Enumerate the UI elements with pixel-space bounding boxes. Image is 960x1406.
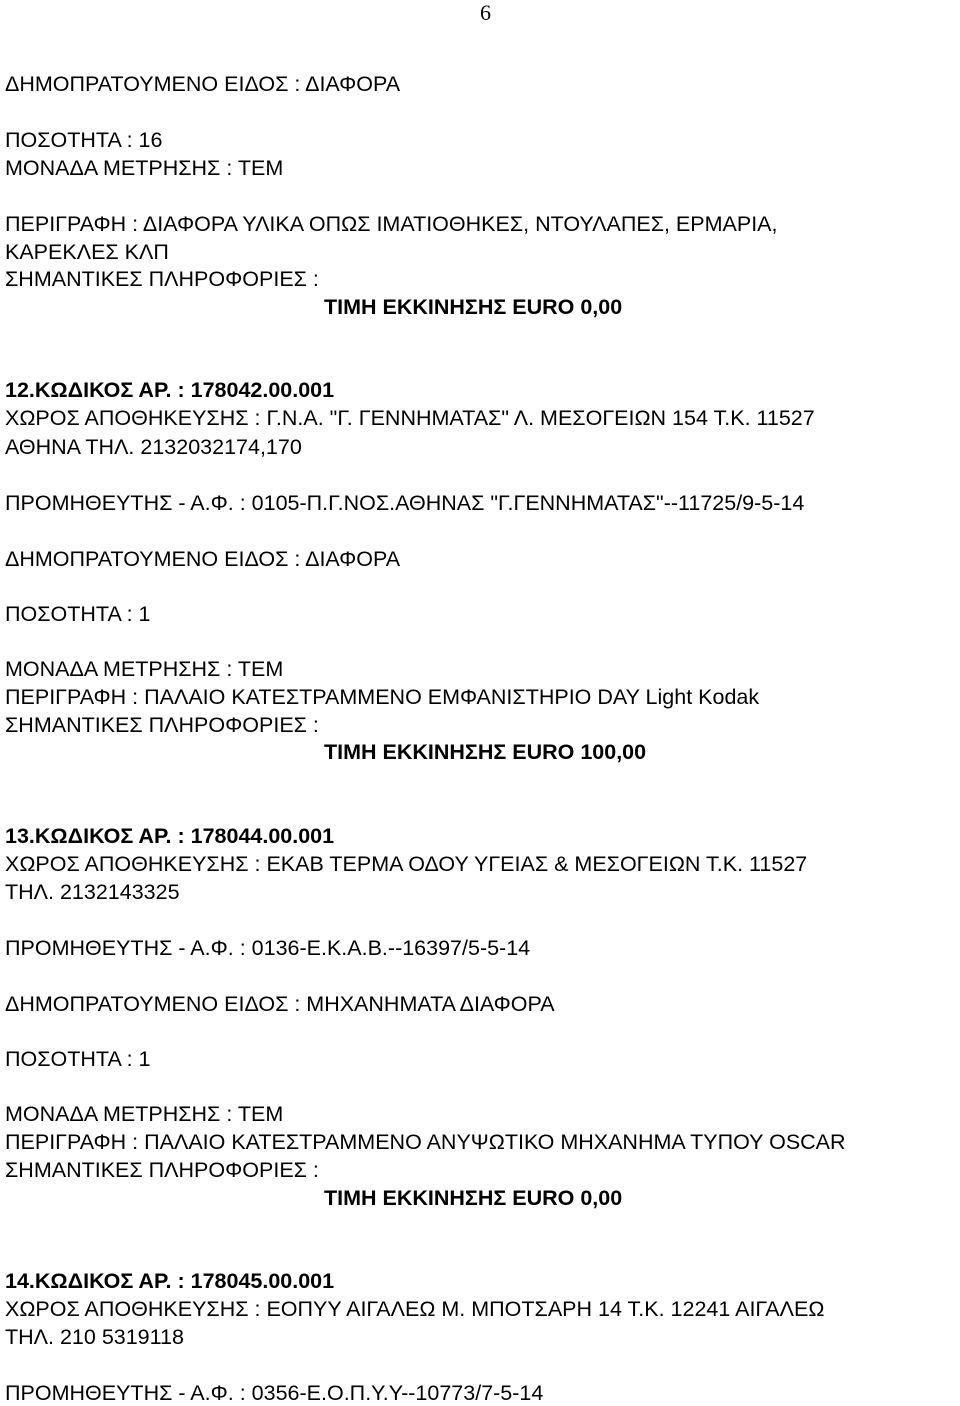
- first-item-price: ΤΙΜΗ ΕΚΚΙΝΗΣΗΣ EURO 0,00: [324, 295, 623, 319]
- item-13-supplier: ΠΡΟΜΗΘΕΥΤΗΣ - Α.Φ. : 0136-Ε.Κ.Α.Β.--16397/5-5-14: [5, 936, 531, 960]
- item-12-price: ΤΙΜΗ ΕΚΚΙΝΗΣΗΣ EURO 100,00: [324, 740, 647, 764]
- item-13-info: ΣΗΜΑΝΤΙΚΕΣ ΠΛΗΡΟΦΟΡΙΕΣ :: [5, 1158, 319, 1182]
- item-13-code: 13.ΚΩΔΙΚΟΣ ΑΡ. : 178044.00.001: [5, 824, 335, 848]
- first-item-info: ΣΗΜΑΝΤΙΚΕΣ ΠΛΗΡΟΦΟΡΙΕΣ :: [5, 267, 319, 291]
- item-14-supplier: ΠΡΟΜΗΘΕΥΤΗΣ - Α.Φ. : 0356-Ε.Ο.Π.Υ.Υ--10773/7-5-14: [5, 1381, 544, 1405]
- item-12-unit: ΜΟΝΑΔΑ ΜΕΤΡΗΣΗΣ : ΤΕΜ: [5, 657, 284, 681]
- item-14-code: 14.ΚΩΔΙΚΟΣ ΑΡ. : 178045.00.001: [5, 1269, 335, 1293]
- item-12-code: 12.ΚΩΔΙΚΟΣ ΑΡ. : 178042.00.001: [5, 378, 335, 402]
- item-12-quantity: ΠΟΣΟΤΗΤΑ : 1: [5, 602, 151, 626]
- first-item-description-1: ΠΕΡΙΓΡΑΦΗ : ΔΙΑΦΟΡΑ ΥΛΙΚΑ ΟΠΩΣ ΙΜΑΤΙΟΘΗΚΕΣ, ΝΤΟΥΛΑΠΕΣ, ΕΡΜΑΡΙΑ,: [5, 212, 778, 236]
- item-13-quantity: ΠΟΣΟΤΗΤΑ : 1: [5, 1047, 151, 1071]
- item-13-price: ΤΙΜΗ ΕΚΚΙΝΗΣΗΣ EURO 0,00: [324, 1186, 623, 1210]
- item-13-storage-2: ΤΗΛ. 2132143325: [5, 880, 180, 904]
- item-13-unit: ΜΟΝΑΔΑ ΜΕΤΡΗΣΗΣ : ΤΕΜ: [5, 1102, 284, 1126]
- page-number: 6: [480, 0, 491, 25]
- item-12-info: ΣΗΜΑΝΤΙΚΕΣ ΠΛΗΡΟΦΟΡΙΕΣ :: [5, 713, 319, 737]
- item-13-description: ΠΕΡΙΓΡΑΦΗ : ΠΑΛΑΙΟ ΚΑΤΕΣΤΡΑΜΜΕΝΟ ΑΝΥΨΩΤΙΚΟ ΜΗΧΑΝΗΜΑ ΤΥΠΟΥ OSCAR: [5, 1130, 846, 1154]
- item-12-supplier: ΠΡΟΜΗΘΕΥΤΗΣ - Α.Φ. : 0105-Π.Γ.ΝΟΣ.ΑΘΗΝΑΣ "Γ.ΓΕΝΝΗΜΑΤΑΣ"--11725/9-5-14: [5, 491, 805, 515]
- first-item-quantity: ΠΟΣΟΤΗΤΑ : 16: [5, 128, 163, 152]
- item-13-type: ΔΗΜΟΠΡΑΤΟΥΜΕΝΟ ΕΙΔΟΣ : ΜΗΧΑΝΗΜΑΤΑ ΔΙΑΦΟΡΑ: [5, 992, 555, 1016]
- item-12-storage-2: ΑΘΗΝΑ ΤΗΛ. 2132032174,170: [5, 435, 302, 459]
- item-12-description: ΠΕΡΙΓΡΑΦΗ : ΠΑΛΑΙΟ ΚΑΤΕΣΤΡΑΜΜΕΝΟ ΕΜΦΑΝΙΣΤΗΡΙΟ DAY Light Kodak: [5, 685, 760, 709]
- first-item-type: ΔΗΜΟΠΡΑΤΟΥΜΕΝΟ ΕΙΔΟΣ : ΔΙΑΦΟΡΑ: [5, 72, 401, 96]
- item-14-storage-1: ΧΩΡΟΣ ΑΠΟΘΗΚΕΥΣΗΣ : ΕΟΠΥΥ ΑΙΓΑΛΕΩ Μ. ΜΠΟΤΣΑΡΗ 14 Τ.Κ. 12241 ΑΙΓΑΛΕΩ: [5, 1297, 825, 1321]
- first-item-unit: ΜΟΝΑΔΑ ΜΕΤΡΗΣΗΣ : ΤΕΜ: [5, 156, 284, 180]
- item-12-storage-1: ΧΩΡΟΣ ΑΠΟΘΗΚΕΥΣΗΣ : Γ.Ν.Α. "Γ. ΓΕΝΝΗΜΑΤΑΣ" Λ. ΜΕΣΟΓΕΙΩΝ 154 Τ.Κ. 11527: [5, 406, 815, 430]
- first-item-description-2: ΚΑΡΕΚΛΕΣ ΚΛΠ: [5, 240, 169, 264]
- item-12-type: ΔΗΜΟΠΡΑΤΟΥΜΕΝΟ ΕΙΔΟΣ : ΔΙΑΦΟΡΑ: [5, 547, 401, 571]
- item-13-storage-1: ΧΩΡΟΣ ΑΠΟΘΗΚΕΥΣΗΣ : ΕΚΑΒ ΤΕΡΜΑ ΟΔΟΥ ΥΓΕΙΑΣ & ΜΕΣΟΓΕΙΩΝ Τ.Κ. 11527: [5, 852, 808, 876]
- item-14-storage-2: ΤΗΛ. 210 5319118: [5, 1325, 184, 1349]
